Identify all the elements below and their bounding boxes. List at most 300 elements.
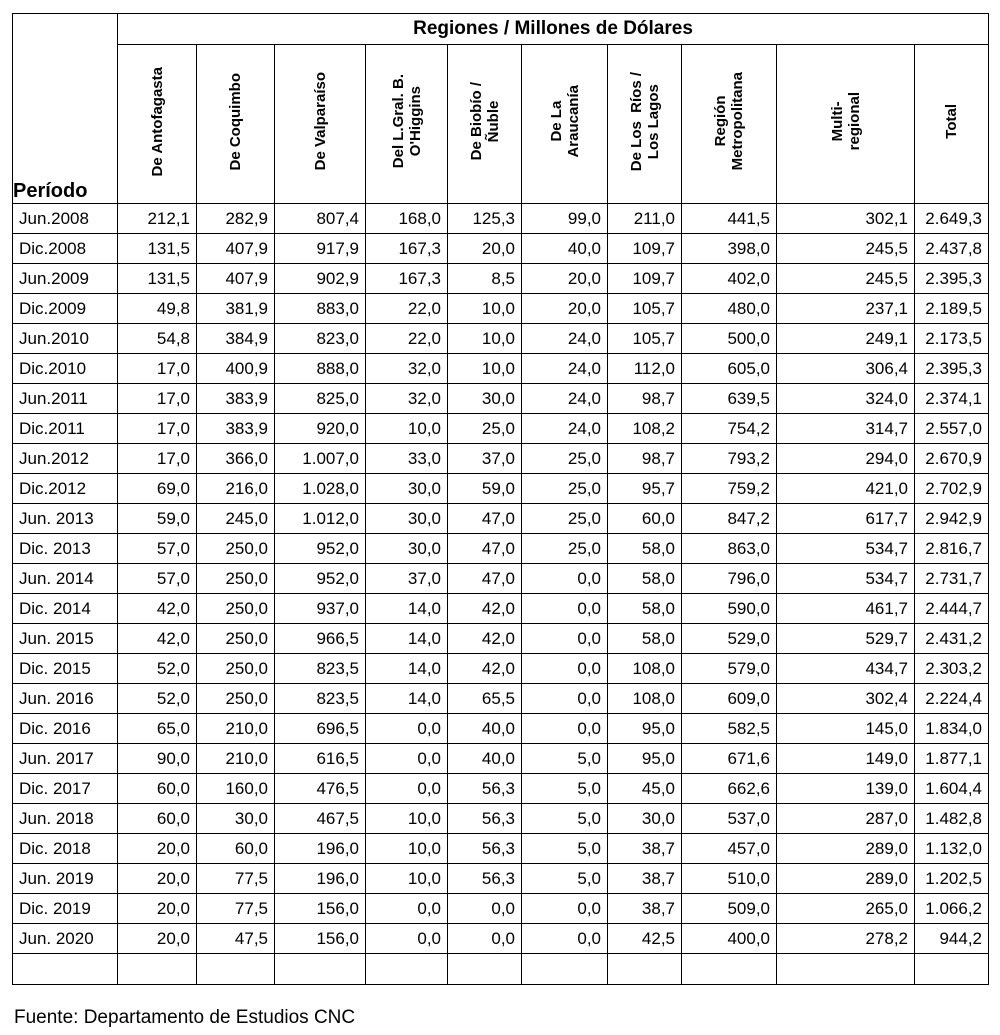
empty-row <box>13 954 989 985</box>
period-cell: Jun. 2020 <box>13 924 118 954</box>
value-cell: 32,0 <box>366 384 448 414</box>
value-cell: 0,0 <box>522 594 608 624</box>
value-cell: 306,4 <box>777 354 915 384</box>
period-header: Período <box>13 14 118 204</box>
value-cell: 90,0 <box>118 744 197 774</box>
value-cell: 47,0 <box>448 564 522 594</box>
empty-cell <box>608 954 682 985</box>
table-row <box>13 684 989 714</box>
period-cell: Dic. 2014 <box>13 594 118 624</box>
value-cell: 0,0 <box>366 744 448 774</box>
value-cell: 40,0 <box>448 714 522 744</box>
value-cell: 1.482,8 <box>915 804 989 834</box>
value-cell: 823,0 <box>275 324 366 354</box>
column-header <box>522 45 608 204</box>
value-cell: 383,9 <box>197 414 275 444</box>
value-cell: 210,0 <box>197 714 275 744</box>
empty-cell <box>275 954 366 985</box>
value-cell: 24,0 <box>522 384 608 414</box>
value-cell: 952,0 <box>275 534 366 564</box>
value-cell: 883,0 <box>275 294 366 324</box>
value-cell: 2.670,9 <box>915 444 989 474</box>
value-cell: 1.604,4 <box>915 774 989 804</box>
value-cell: 1.012,0 <box>275 504 366 534</box>
value-cell: 5,0 <box>522 804 608 834</box>
value-cell: 20,0 <box>118 924 197 954</box>
column-header <box>777 45 915 204</box>
value-cell: 60,0 <box>197 834 275 864</box>
value-cell: 69,0 <box>118 474 197 504</box>
period-cell: Jun. 2018 <box>13 804 118 834</box>
column-header-label: Multi- regional <box>828 92 863 151</box>
value-cell: 825,0 <box>275 384 366 414</box>
value-cell: 0,0 <box>448 924 522 954</box>
table-row <box>13 324 989 354</box>
value-cell: 47,5 <box>197 924 275 954</box>
value-cell: 2.173,5 <box>915 324 989 354</box>
value-cell: 95,0 <box>608 714 682 744</box>
value-cell: 58,0 <box>608 624 682 654</box>
period-cell: Jun. 2019 <box>13 864 118 894</box>
value-cell: 2.942,9 <box>915 504 989 534</box>
value-cell: 196,0 <box>275 834 366 864</box>
value-cell: 457,0 <box>682 834 777 864</box>
value-cell: 40,0 <box>522 234 608 264</box>
value-cell: 590,0 <box>682 594 777 624</box>
value-cell: 480,0 <box>682 294 777 324</box>
value-cell: 2.731,7 <box>915 564 989 594</box>
value-cell: 461,7 <box>777 594 915 624</box>
value-cell: 2.437,8 <box>915 234 989 264</box>
empty-cell <box>777 954 915 985</box>
value-cell: 534,7 <box>777 534 915 564</box>
data-table <box>12 13 989 985</box>
value-cell: 249,1 <box>777 324 915 354</box>
value-cell: 37,0 <box>448 444 522 474</box>
table-row <box>13 504 989 534</box>
period-cell: Dic.2009 <box>13 294 118 324</box>
value-cell: 42,0 <box>118 624 197 654</box>
value-cell: 59,0 <box>118 504 197 534</box>
value-cell: 2.189,5 <box>915 294 989 324</box>
column-header <box>118 45 197 204</box>
value-cell: 500,0 <box>682 324 777 354</box>
table-row <box>13 654 989 684</box>
period-cell: Dic. 2018 <box>13 834 118 864</box>
value-cell: 5,0 <box>522 864 608 894</box>
value-cell: 20,0 <box>118 894 197 924</box>
value-cell: 20,0 <box>522 264 608 294</box>
value-cell: 2.395,3 <box>915 264 989 294</box>
period-cell: Dic.2008 <box>13 234 118 264</box>
value-cell: 32,0 <box>366 354 448 384</box>
value-cell: 952,0 <box>275 564 366 594</box>
table-row <box>13 714 989 744</box>
column-header <box>197 45 275 204</box>
value-cell: 529,0 <box>682 624 777 654</box>
value-cell: 759,2 <box>682 474 777 504</box>
value-cell: 662,6 <box>682 774 777 804</box>
period-cell: Jun. 2015 <box>13 624 118 654</box>
period-cell: Jun. 2014 <box>13 564 118 594</box>
value-cell: 38,7 <box>608 894 682 924</box>
value-cell: 383,9 <box>197 384 275 414</box>
value-cell: 754,2 <box>682 414 777 444</box>
value-cell: 56,3 <box>448 864 522 894</box>
value-cell: 24,0 <box>522 324 608 354</box>
value-cell: 77,5 <box>197 864 275 894</box>
table-row <box>13 384 989 414</box>
value-cell: 25,0 <box>522 504 608 534</box>
value-cell: 0,0 <box>522 924 608 954</box>
value-cell: 0,0 <box>366 714 448 744</box>
value-cell: 278,2 <box>777 924 915 954</box>
table-row <box>13 414 989 444</box>
empty-cell <box>448 954 522 985</box>
value-cell: 14,0 <box>366 654 448 684</box>
value-cell: 534,7 <box>777 564 915 594</box>
value-cell: 145,0 <box>777 714 915 744</box>
column-header-label: Del L.Gral. B. O'Higgins <box>389 74 424 169</box>
table-row <box>13 624 989 654</box>
period-cell: Jun.2008 <box>13 204 118 234</box>
period-cell: Jun.2009 <box>13 264 118 294</box>
value-cell: 30,0 <box>197 804 275 834</box>
value-cell: 30,0 <box>608 804 682 834</box>
value-cell: 0,0 <box>366 774 448 804</box>
value-cell: 250,0 <box>197 564 275 594</box>
value-cell: 0,0 <box>366 894 448 924</box>
value-cell: 579,0 <box>682 654 777 684</box>
value-cell: 2.702,9 <box>915 474 989 504</box>
value-cell: 216,0 <box>197 474 275 504</box>
empty-cell <box>522 954 608 985</box>
value-cell: 211,0 <box>608 204 682 234</box>
period-cell: Dic. 2016 <box>13 714 118 744</box>
value-cell: 407,9 <box>197 234 275 264</box>
value-cell: 40,0 <box>448 744 522 774</box>
value-cell: 944,2 <box>915 924 989 954</box>
column-header-label: De Valparaíso <box>311 72 329 171</box>
empty-cell <box>682 954 777 985</box>
value-cell: 2.557,0 <box>915 414 989 444</box>
value-cell: 384,9 <box>197 324 275 354</box>
value-cell: 265,0 <box>777 894 915 924</box>
column-header <box>608 45 682 204</box>
value-cell: 42,0 <box>118 594 197 624</box>
value-cell: 58,0 <box>608 564 682 594</box>
period-cell: Jun.2011 <box>13 384 118 414</box>
value-cell: 2.303,2 <box>915 654 989 684</box>
value-cell: 139,0 <box>777 774 915 804</box>
value-cell: 20,0 <box>118 834 197 864</box>
value-cell: 2.395,3 <box>915 354 989 384</box>
table-row <box>13 564 989 594</box>
value-cell: 0,0 <box>448 894 522 924</box>
column-header-label: Total <box>943 104 960 139</box>
value-cell: 105,7 <box>608 294 682 324</box>
value-cell: 529,7 <box>777 624 915 654</box>
value-cell: 250,0 <box>197 534 275 564</box>
value-cell: 605,0 <box>682 354 777 384</box>
value-cell: 30,0 <box>366 504 448 534</box>
value-cell: 0,0 <box>522 654 608 684</box>
value-cell: 616,5 <box>275 744 366 774</box>
value-cell: 582,5 <box>682 714 777 744</box>
value-cell: 42,0 <box>448 624 522 654</box>
value-cell: 287,0 <box>777 804 915 834</box>
value-cell: 920,0 <box>275 414 366 444</box>
column-header-label: De La Araucanía <box>547 85 582 158</box>
value-cell: 10,0 <box>366 804 448 834</box>
value-cell: 1.028,0 <box>275 474 366 504</box>
value-cell: 10,0 <box>366 834 448 864</box>
value-cell: 421,0 <box>777 474 915 504</box>
value-cell: 60,0 <box>118 804 197 834</box>
value-cell: 109,7 <box>608 264 682 294</box>
table-row <box>13 774 989 804</box>
table-title: Regiones / Millones de Dólares <box>118 14 989 45</box>
value-cell: 245,5 <box>777 264 915 294</box>
column-header <box>915 45 989 204</box>
value-cell: 47,0 <box>448 534 522 564</box>
value-cell: 65,0 <box>118 714 197 744</box>
value-cell: 10,0 <box>366 414 448 444</box>
table-row <box>13 534 989 564</box>
value-cell: 1.202,5 <box>915 864 989 894</box>
value-cell: 302,4 <box>777 684 915 714</box>
value-cell: 52,0 <box>118 654 197 684</box>
value-cell: 793,2 <box>682 444 777 474</box>
value-cell: 17,0 <box>118 384 197 414</box>
value-cell: 237,1 <box>777 294 915 324</box>
value-cell: 14,0 <box>366 594 448 624</box>
value-cell: 24,0 <box>522 414 608 444</box>
value-cell: 609,0 <box>682 684 777 714</box>
value-cell: 20,0 <box>118 864 197 894</box>
value-cell: 1.877,1 <box>915 744 989 774</box>
value-cell: 212,1 <box>118 204 197 234</box>
value-cell: 250,0 <box>197 654 275 684</box>
value-cell: 888,0 <box>275 354 366 384</box>
period-cell: Dic.2010 <box>13 354 118 384</box>
value-cell: 24,0 <box>522 354 608 384</box>
period-cell: Jun. 2016 <box>13 684 118 714</box>
source-note: Fuente: Departamento de Estudios CNC <box>14 1007 356 1028</box>
value-cell: 108,2 <box>608 414 682 444</box>
empty-cell <box>197 954 275 985</box>
value-cell: 863,0 <box>682 534 777 564</box>
value-cell: 109,7 <box>608 234 682 264</box>
value-cell: 59,0 <box>448 474 522 504</box>
value-cell: 245,5 <box>777 234 915 264</box>
value-cell: 112,0 <box>608 354 682 384</box>
value-cell: 131,5 <box>118 234 197 264</box>
value-cell: 57,0 <box>118 534 197 564</box>
period-cell: Dic. 2013 <box>13 534 118 564</box>
value-cell: 22,0 <box>366 294 448 324</box>
column-header-label: Región Metropolitana <box>712 72 746 171</box>
value-cell: 381,9 <box>197 294 275 324</box>
value-cell: 823,5 <box>275 654 366 684</box>
table-row <box>13 744 989 774</box>
value-cell: 56,3 <box>448 804 522 834</box>
value-cell: 25,0 <box>522 534 608 564</box>
value-cell: 0,0 <box>366 924 448 954</box>
table-row <box>13 804 989 834</box>
value-cell: 8,5 <box>448 264 522 294</box>
value-cell: 45,0 <box>608 774 682 804</box>
value-cell: 400,0 <box>682 924 777 954</box>
table-row <box>13 474 989 504</box>
table-row <box>13 864 989 894</box>
period-cell: Dic.2012 <box>13 474 118 504</box>
value-cell: 302,1 <box>777 204 915 234</box>
empty-cell <box>915 954 989 985</box>
value-cell: 0,0 <box>522 684 608 714</box>
value-cell: 1.066,2 <box>915 894 989 924</box>
value-cell: 17,0 <box>118 444 197 474</box>
value-cell: 0,0 <box>522 624 608 654</box>
value-cell: 210,0 <box>197 744 275 774</box>
value-cell: 10,0 <box>448 294 522 324</box>
value-cell: 402,0 <box>682 264 777 294</box>
value-cell: 0,0 <box>522 564 608 594</box>
period-cell: Jun. 2017 <box>13 744 118 774</box>
table-row <box>13 444 989 474</box>
table-row <box>13 234 989 264</box>
value-cell: 10,0 <box>448 354 522 384</box>
table-row <box>13 294 989 324</box>
value-cell: 1.132,0 <box>915 834 989 864</box>
value-cell: 2.444,7 <box>915 594 989 624</box>
value-cell: 17,0 <box>118 354 197 384</box>
value-cell: 441,5 <box>682 204 777 234</box>
period-cell: Dic. 2015 <box>13 654 118 684</box>
value-cell: 17,0 <box>118 414 197 444</box>
table-row <box>13 354 989 384</box>
value-cell: 245,0 <box>197 504 275 534</box>
empty-cell <box>366 954 448 985</box>
empty-cell <box>13 954 118 985</box>
value-cell: 42,0 <box>448 594 522 624</box>
value-cell: 60,0 <box>608 504 682 534</box>
value-cell: 30,0 <box>366 534 448 564</box>
period-cell: Jun.2012 <box>13 444 118 474</box>
value-cell: 99,0 <box>522 204 608 234</box>
value-cell: 937,0 <box>275 594 366 624</box>
value-cell: 2.224,4 <box>915 684 989 714</box>
table-body <box>13 204 989 985</box>
value-cell: 407,9 <box>197 264 275 294</box>
value-cell: 324,0 <box>777 384 915 414</box>
value-cell: 38,7 <box>608 864 682 894</box>
value-cell: 0,0 <box>522 894 608 924</box>
column-header <box>275 45 366 204</box>
value-cell: 617,7 <box>777 504 915 534</box>
value-cell: 639,5 <box>682 384 777 414</box>
value-cell: 467,5 <box>275 804 366 834</box>
value-cell: 156,0 <box>275 894 366 924</box>
value-cell: 250,0 <box>197 684 275 714</box>
column-header-label: De Biobío / Ñuble <box>467 82 502 161</box>
value-cell: 25,0 <box>522 474 608 504</box>
value-cell: 49,8 <box>118 294 197 324</box>
value-cell: 510,0 <box>682 864 777 894</box>
value-cell: 33,0 <box>366 444 448 474</box>
column-header <box>448 45 522 204</box>
value-cell: 289,0 <box>777 834 915 864</box>
value-cell: 58,0 <box>608 594 682 624</box>
value-cell: 807,4 <box>275 204 366 234</box>
value-cell: 98,7 <box>608 384 682 414</box>
table-row <box>13 834 989 864</box>
value-cell: 54,8 <box>118 324 197 354</box>
column-header <box>682 45 777 204</box>
value-cell: 671,6 <box>682 744 777 774</box>
value-cell: 108,0 <box>608 684 682 714</box>
value-cell: 25,0 <box>448 414 522 444</box>
period-cell: Jun.2010 <box>13 324 118 354</box>
empty-cell <box>118 954 197 985</box>
value-cell: 125,3 <box>448 204 522 234</box>
value-cell: 14,0 <box>366 684 448 714</box>
value-cell: 168,0 <box>366 204 448 234</box>
column-header-label: De Antofagasta <box>148 66 166 177</box>
table-row <box>13 264 989 294</box>
value-cell: 823,5 <box>275 684 366 714</box>
value-cell: 366,0 <box>197 444 275 474</box>
value-cell: 696,5 <box>275 714 366 744</box>
value-cell: 108,0 <box>608 654 682 684</box>
value-cell: 289,0 <box>777 864 915 894</box>
value-cell: 25,0 <box>522 444 608 474</box>
column-header-label: De Coquimbo <box>227 72 244 171</box>
value-cell: 95,7 <box>608 474 682 504</box>
period-cell: Jun. 2013 <box>13 504 118 534</box>
value-cell: 149,0 <box>777 744 915 774</box>
value-cell: 847,2 <box>682 504 777 534</box>
value-cell: 509,0 <box>682 894 777 924</box>
value-cell: 196,0 <box>275 864 366 894</box>
value-cell: 966,5 <box>275 624 366 654</box>
value-cell: 22,0 <box>366 324 448 354</box>
value-cell: 796,0 <box>682 564 777 594</box>
value-cell: 434,7 <box>777 654 915 684</box>
value-cell: 156,0 <box>275 924 366 954</box>
value-cell: 476,5 <box>275 774 366 804</box>
value-cell: 314,7 <box>777 414 915 444</box>
value-cell: 98,7 <box>608 444 682 474</box>
value-cell: 30,0 <box>366 474 448 504</box>
title-row <box>13 14 989 45</box>
value-cell: 0,0 <box>522 714 608 744</box>
value-cell: 20,0 <box>522 294 608 324</box>
value-cell: 537,0 <box>682 804 777 834</box>
value-cell: 250,0 <box>197 594 275 624</box>
value-cell: 105,7 <box>608 324 682 354</box>
value-cell: 2.649,3 <box>915 204 989 234</box>
value-cell: 10,0 <box>448 324 522 354</box>
value-cell: 2.431,2 <box>915 624 989 654</box>
value-cell: 917,9 <box>275 234 366 264</box>
value-cell: 10,0 <box>366 864 448 894</box>
column-header <box>366 45 448 204</box>
table-row <box>13 594 989 624</box>
table-row <box>13 924 989 954</box>
value-cell: 400,9 <box>197 354 275 384</box>
value-cell: 42,0 <box>448 654 522 684</box>
